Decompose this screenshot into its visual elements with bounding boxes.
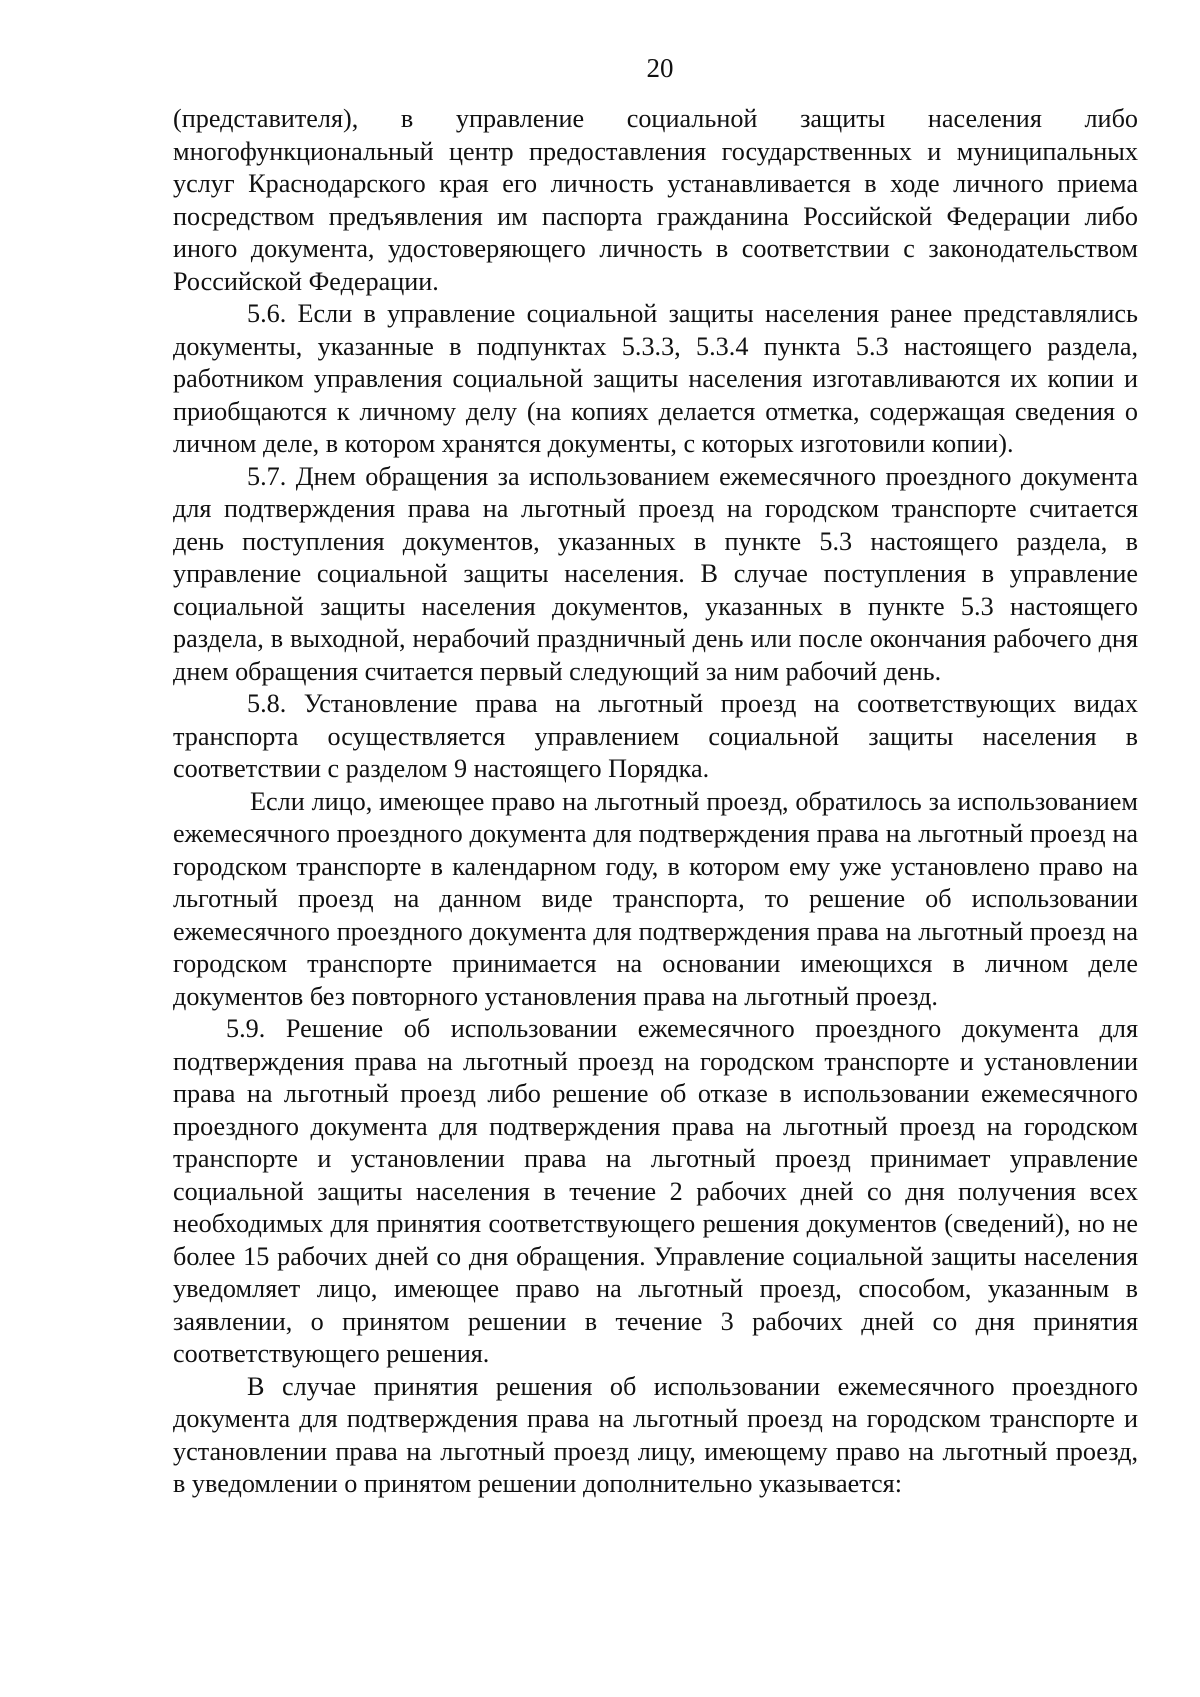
paragraph-5-9-addendum: В случае принятия решения об использовании ежемесячного проездного документа для подтверждения права на льготный проезд на городском транспорте и установлении права на льготный проезд лицу, имеющему право на льготный проезд, в уведомлении о принятом решении дополнительно указывается: [173, 1371, 1138, 1498]
page-number: 20 [646, 53, 674, 83]
paragraph-5-9: 5.9. Решение об использовании ежемесячного проездного документа для подтверждения права на льготный проезд на городском транспорте и установлении права на льготный проезд либо решение об отказе в использовании ежемесячного проездного документа для подтверждения права на льготный проезд на городском транспорте и установлении права на льготный проезд принимает управление социальной защиты населения в течение 2 рабочих дней со дня получения всех необходимых для принятия соответствующего решения документов (сведений), но не более 15 рабочих дней со дня обращения. Управление социальной защиты населения уведомляет лицо, имеющее право на льготный проезд, способом, указанным в заявлении, о принятом решении в течение 3 рабочих дней со дня принятия соответствующего решения. [173, 1014, 1138, 1368]
document-body [173, 103, 1138, 1501]
paragraph-continuation: (представителя), в управление социальной защиты населения либо многофункциональный центр предоставления государственных и муниципальных услуг Краснодарского края его личность устанавливается в ходе личного приема посредством предъявления им паспорта гражданина Российской Федерации либо иного документа, удостоверяющего личность в соответствии с законодательством Российской Федерации. [173, 104, 1138, 296]
paragraph-5-6: 5.6. Если в управление социальной защиты населения ранее представлялись документы, указанные в подпунктах 5.3.3, 5.3.4 пункта 5.3 настоящего раздела, работником управления социальной защиты населения изготавливаются их копии и приобщаются к личному делу (на копиях делается отметка, содержащая сведения о личном деле, в котором хранятся документы, с которых изготовили копии). [173, 299, 1138, 458]
paragraph-5-8: 5.8. Установление права на льготный проезд на соответствующих видах транспорта осуществляется управлением социальной защиты населения в соответствии с разделом 9 настоящего Порядка. [173, 689, 1138, 783]
paragraph-5-7: 5.7. Днем обращения за использованием ежемесячного проездного документа для подтверждения права на льготный проезд на городском транспорте считается день поступления документов, указанных в пункте 5.3 настоящего раздела, в управление социальной защиты населения. В случае поступления в управление социальной защиты населения документов, указанных в пункте 5.3 настоящего раздела, в выходной, нерабочий праздничный день или после окончания рабочего дня днем обращения считается первый следующий за ним рабочий день. [173, 461, 1138, 686]
paragraph-5-8-addendum: Если лицо, имеющее право на льготный проезд, обратилось за использованием ежемесячного проездного документа для подтверждения права на льготный проезд на городском транспорте в календарном году, в котором ему уже установлено право на льготный проезд на данном виде транспорта, то решение об использовании ежемесячного проездного документа для подтверждения права на льготный проезд на городском транспорте принимается на основании имеющихся в личном деле документов без повторного установления права на льготный проезд. [173, 786, 1138, 1011]
